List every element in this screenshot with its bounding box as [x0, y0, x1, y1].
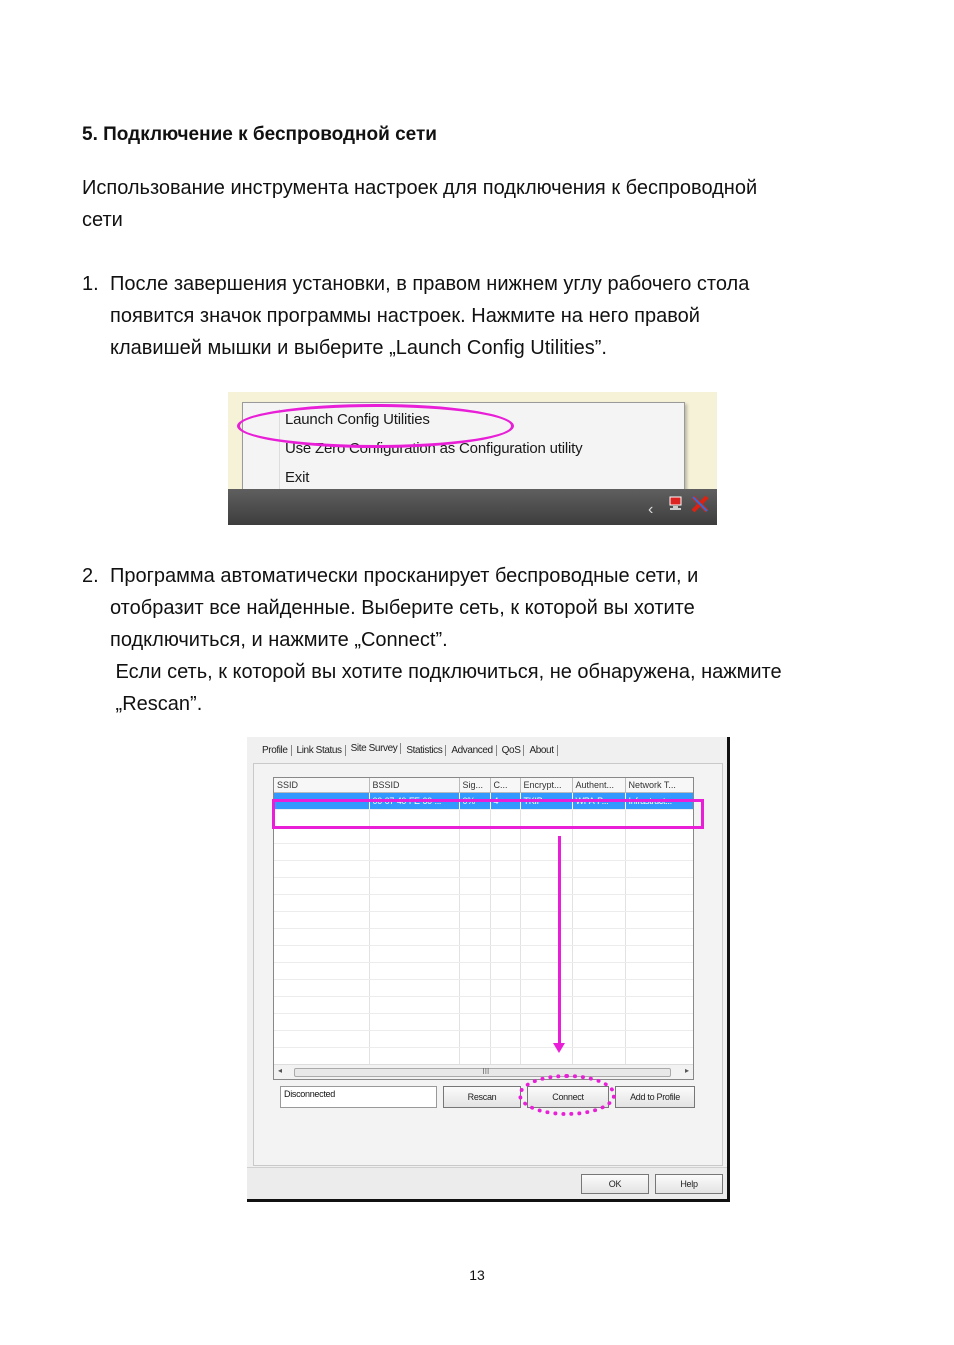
col-encrypt[interactable]: Encrypt...	[520, 778, 572, 792]
scroll-left-icon[interactable]: ◂	[278, 1066, 283, 1075]
scroll-grip: III	[482, 1067, 490, 1076]
empty-row	[274, 996, 694, 1013]
empty-row	[274, 1030, 694, 1047]
ok-button[interactable]: OK	[581, 1174, 649, 1194]
page-number: 13	[469, 1267, 485, 1283]
connect-highlight-oval	[518, 1074, 616, 1116]
taskbar	[228, 489, 717, 525]
empty-row	[274, 979, 694, 996]
col-channel[interactable]: C...	[490, 778, 520, 792]
step2-number: 2.	[82, 565, 99, 587]
tab-link-status[interactable]: Link Status	[294, 745, 346, 756]
step1-line-2: появится значок программы настроек. Нажмите на него правой	[110, 305, 700, 327]
connection-status: Disconnected	[280, 1086, 437, 1108]
step2-line-3: подключиться, и нажмите „Connect”.	[110, 629, 448, 651]
col-network-type[interactable]: Network T...	[625, 778, 694, 792]
tab-qos[interactable]: QoS	[499, 745, 525, 756]
col-bssid[interactable]: BSSID	[369, 778, 459, 792]
config-utility-tray-icon[interactable]	[690, 494, 710, 519]
cell-channel: 4	[490, 792, 520, 809]
empty-row	[274, 1047, 694, 1064]
arrow-line	[558, 836, 561, 1046]
help-button[interactable]: Help	[655, 1174, 723, 1194]
step1-number: 1.	[82, 273, 99, 295]
empty-row	[274, 894, 694, 911]
intro-line-2: сети	[82, 209, 123, 231]
connect-button[interactable]: Connect	[527, 1086, 609, 1108]
network-tray-icon[interactable]	[668, 496, 684, 517]
cell-signal: 0%	[459, 792, 490, 809]
menu-item-launch-config[interactable]: Launch Config Utilities	[285, 411, 430, 428]
col-ssid[interactable]: SSID	[274, 778, 369, 792]
cell-auth: WPA-P...	[572, 792, 625, 809]
arrow-down-icon	[553, 1043, 565, 1053]
empty-row	[274, 860, 694, 877]
empty-row	[274, 962, 694, 979]
tab-site-survey[interactable]: Site Survey	[348, 743, 402, 754]
scroll-thumb[interactable]	[294, 1068, 671, 1077]
horizontal-scrollbar[interactable]	[274, 1064, 693, 1079]
col-signal[interactable]: Sig...	[459, 778, 490, 792]
step2-line-2: отобразит все найденные. Выберите сеть, к которой вы хотите	[110, 597, 695, 619]
dialog-footer	[247, 1167, 727, 1199]
cell-network-type: Infrastruct...	[625, 792, 694, 809]
section-heading: 5. Подключение к беспроводной сети	[82, 124, 437, 145]
step2-note-2: „Rescan”.	[110, 693, 203, 715]
tab-statistics[interactable]: Statistics	[403, 745, 446, 756]
intro-line-1: Использование инструмента настроек для подключения к беспроводной	[82, 177, 758, 199]
col-auth[interactable]: Authent...	[572, 778, 625, 792]
step2-note-1: Если сеть, к которой вы хотите подключиться, не обнаружена, нажмите	[110, 661, 782, 683]
tab-bar	[259, 745, 560, 756]
empty-row	[274, 928, 694, 945]
rescan-button[interactable]: Rescan	[443, 1086, 521, 1108]
empty-row	[274, 877, 694, 894]
cell-encrypt: TKIP	[520, 792, 572, 809]
tray-menu-screenshot	[228, 392, 717, 525]
scroll-right-icon[interactable]: ▸	[684, 1066, 689, 1075]
empty-row	[274, 911, 694, 928]
step2-line-1: Программа автоматически просканирует беспроводные сети, и	[110, 565, 699, 587]
menu-item-exit[interactable]: Exit	[285, 469, 310, 486]
step1-line-1: После завершения установки, в правом нижнем углу рабочего стола	[110, 273, 750, 295]
menu-item-zero-config[interactable]: Use Zero Configuration as Configuration utility	[285, 440, 583, 457]
empty-row	[274, 945, 694, 962]
config-utility-window	[247, 737, 730, 1202]
tab-about[interactable]: About	[526, 745, 557, 756]
cell-bssid: 00-07-40-FE-60-...	[369, 792, 459, 809]
empty-row	[274, 843, 694, 860]
selected-network-highlight	[272, 799, 704, 829]
tray-expand-icon[interactable]: ‹	[648, 501, 654, 518]
empty-row	[274, 1013, 694, 1030]
step1-line-3: клавишей мышки и выберите „Launch Config Utilities”.	[110, 337, 607, 359]
highlight-oval	[237, 404, 514, 448]
tab-advanced[interactable]: Advanced	[448, 745, 496, 756]
add-to-profile-button[interactable]: Add to Profile	[615, 1086, 695, 1108]
tab-profile[interactable]: Profile	[259, 745, 292, 756]
list-header	[274, 778, 694, 792]
